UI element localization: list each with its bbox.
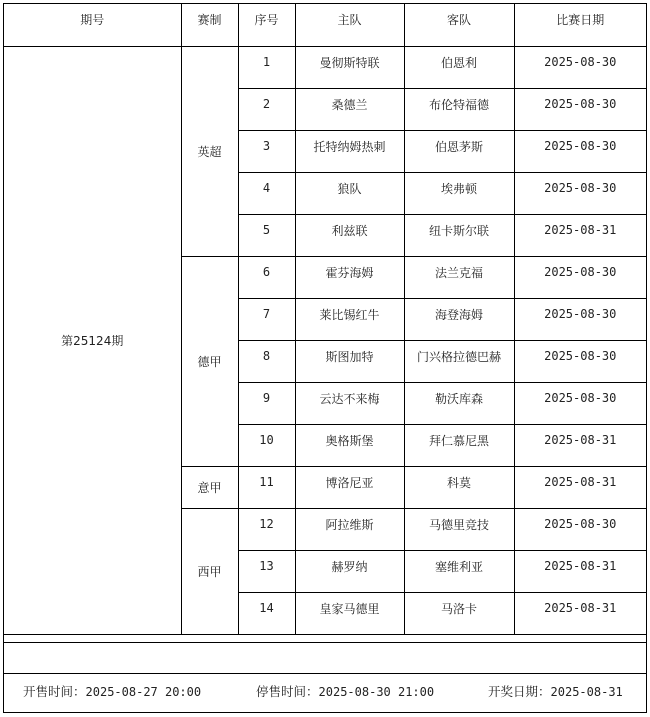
league-cell: 西甲 (181, 508, 238, 634)
match-date-cell: 2025-08-31 (514, 466, 646, 508)
match-date-cell: 2025-08-31 (514, 592, 646, 634)
seq-cell: 3 (238, 130, 295, 172)
sale-start-value: 2025-08-27 20:00 (85, 685, 202, 699)
away-team-cell: 法兰克福 (404, 256, 514, 298)
seq-cell: 12 (238, 508, 295, 550)
away-team-cell: 门兴格拉德巴赫 (404, 340, 514, 382)
seq-cell: 2 (238, 88, 295, 130)
away-team-cell: 塞维利亚 (404, 550, 514, 592)
home-team-cell: 利兹联 (295, 214, 404, 256)
sale-stop-value: 2025-08-30 21:00 (318, 685, 435, 699)
seq-cell: 14 (238, 592, 295, 634)
seq-cell: 13 (238, 550, 295, 592)
home-team-cell: 曼彻斯特联 (295, 46, 404, 88)
issue-cell: 第25124期 (4, 46, 181, 634)
away-team-cell: 布伦特福德 (404, 88, 514, 130)
draw-date-label: 开奖日期： (488, 684, 551, 699)
seq-cell: 10 (238, 424, 295, 466)
match-date-cell: 2025-08-31 (514, 550, 646, 592)
home-team-cell: 莱比锡红牛 (295, 298, 404, 340)
table-row (4, 46, 646, 88)
home-team-cell: 斯图加特 (295, 340, 404, 382)
home-team-cell: 桑德兰 (295, 88, 404, 130)
home-team-cell: 赫罗纳 (295, 550, 404, 592)
seq-cell: 5 (238, 214, 295, 256)
seq-cell: 1 (238, 46, 295, 88)
sale-start-label: 开售时间： (23, 684, 86, 699)
away-team-cell: 纽卡斯尔联 (404, 214, 514, 256)
home-team-cell: 霍芬海姆 (295, 256, 404, 298)
away-team-cell: 马德里竞技 (404, 508, 514, 550)
seq-cell: 8 (238, 340, 295, 382)
draw-date-value: 2025-08-31 (550, 685, 623, 699)
home-team-cell: 博洛尼亚 (295, 466, 404, 508)
match-date-cell: 2025-08-31 (514, 424, 646, 466)
sale-stop (256, 682, 434, 700)
blank-row (4, 642, 646, 674)
header-row (4, 4, 646, 46)
lottery-schedule-sheet (3, 3, 647, 713)
away-team-cell: 海登海姆 (404, 298, 514, 340)
header-league: 赛制 (181, 4, 238, 46)
match-date-cell: 2025-08-30 (514, 298, 646, 340)
seq-cell: 4 (238, 172, 295, 214)
header-issue: 期号 (4, 4, 181, 46)
sale-info-footer (4, 674, 646, 712)
fixtures-table (4, 4, 646, 635)
match-date-cell: 2025-08-30 (514, 508, 646, 550)
away-team-cell: 勒沃库森 (404, 382, 514, 424)
header-home: 主队 (295, 4, 404, 46)
match-date-cell: 2025-08-30 (514, 256, 646, 298)
seq-cell: 9 (238, 382, 295, 424)
home-team-cell: 狼队 (295, 172, 404, 214)
home-team-cell: 阿拉维斯 (295, 508, 404, 550)
away-team-cell: 埃弗顿 (404, 172, 514, 214)
match-date-cell: 2025-08-30 (514, 172, 646, 214)
league-cell: 德甲 (181, 256, 238, 466)
draw-date (488, 682, 623, 700)
seq-cell: 6 (238, 256, 295, 298)
seq-cell: 11 (238, 466, 295, 508)
league-cell: 英超 (181, 46, 238, 256)
header-seq: 序号 (238, 4, 295, 46)
away-team-cell: 科莫 (404, 466, 514, 508)
away-team-cell: 伯恩茅斯 (404, 130, 514, 172)
match-date-cell: 2025-08-30 (514, 88, 646, 130)
match-date-cell: 2025-08-30 (514, 382, 646, 424)
home-team-cell: 托特纳姆热刺 (295, 130, 404, 172)
away-team-cell: 马洛卡 (404, 592, 514, 634)
seq-cell: 7 (238, 298, 295, 340)
header-away: 客队 (404, 4, 514, 46)
sale-stop-label: 停售时间： (256, 684, 319, 699)
match-date-cell: 2025-08-30 (514, 130, 646, 172)
home-team-cell: 皇家马德里 (295, 592, 404, 634)
away-team-cell: 拜仁慕尼黑 (404, 424, 514, 466)
home-team-cell: 云达不来梅 (295, 382, 404, 424)
sale-start (23, 682, 201, 700)
match-date-cell: 2025-08-31 (514, 214, 646, 256)
league-cell: 意甲 (181, 466, 238, 508)
home-team-cell: 奥格斯堡 (295, 424, 404, 466)
header-date: 比赛日期 (514, 4, 646, 46)
away-team-cell: 伯恩利 (404, 46, 514, 88)
match-date-cell: 2025-08-30 (514, 340, 646, 382)
match-date-cell: 2025-08-30 (514, 46, 646, 88)
